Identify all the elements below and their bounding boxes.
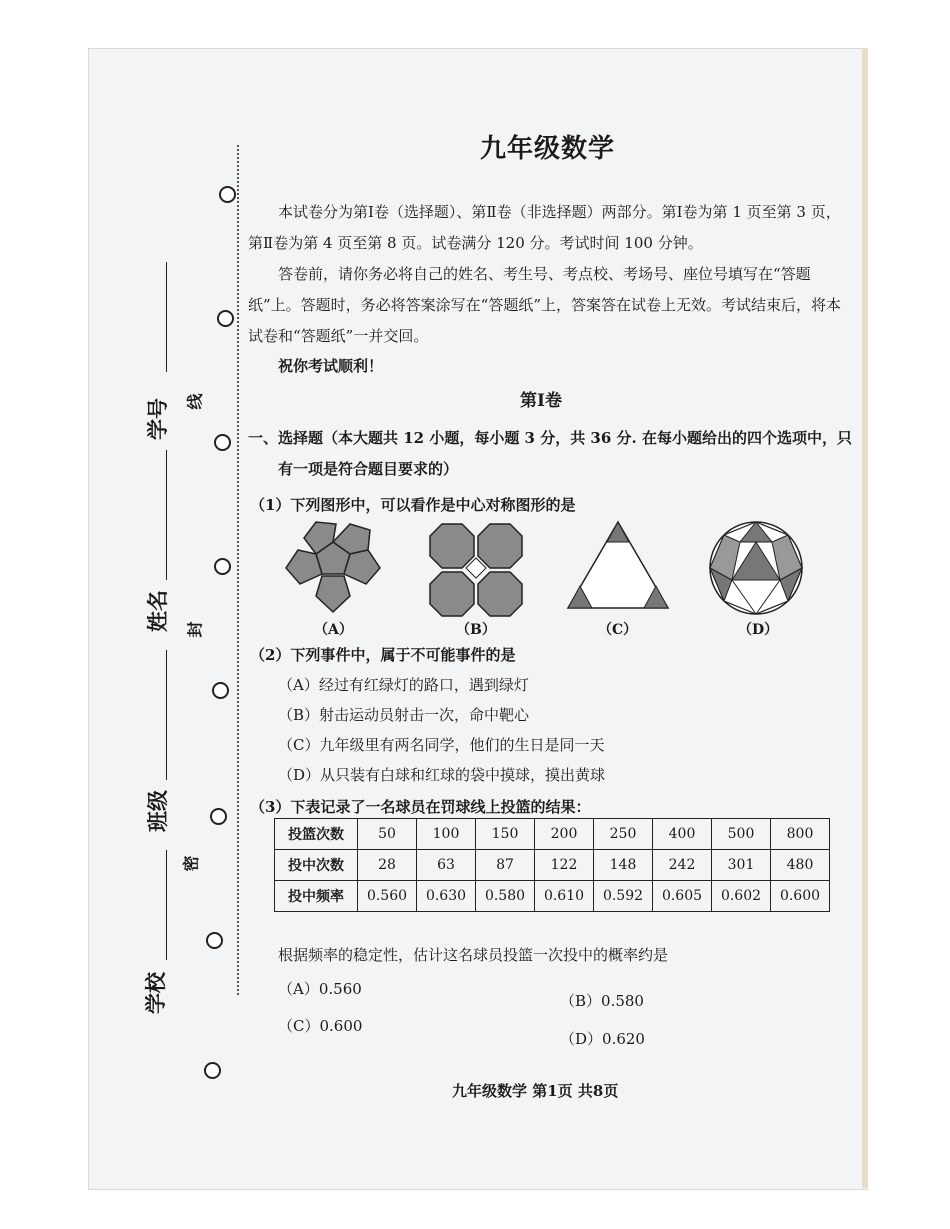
q3-question: 根据频率的稳定性，估计这名球员投篮一次投中的概率约是 <box>278 946 669 964</box>
q1-stem: （1）下列图形中，可以看作是中心对称图形的是 <box>250 496 576 514</box>
seal-feng: 封 <box>185 621 205 638</box>
table-header-cell: 投中次数 <box>275 850 358 881</box>
punch-hole <box>217 310 234 327</box>
school-label: 学校 <box>144 972 168 1014</box>
page-footer: 九年级数学 第1页 共8页 <box>452 1082 619 1100</box>
figure-a-pentagons <box>278 520 388 620</box>
figure-b-octagons <box>428 520 528 620</box>
table-header-cell: 投篮次数 <box>275 819 358 850</box>
table-cell: 800 <box>771 819 830 850</box>
class-line <box>166 650 167 780</box>
q3-option-d: （D）0.620 <box>560 1030 645 1048</box>
q2-option-a: （A）经过有红绿灯的路口，遇到绿灯 <box>278 676 529 694</box>
table-cell: 250 <box>594 819 653 850</box>
table-cell: 87 <box>476 850 535 881</box>
table-row <box>275 819 830 850</box>
figure-c-label: （C） <box>598 622 638 638</box>
page-title: 九年级数学 <box>480 134 616 164</box>
figure-d-label: （D） <box>738 622 779 638</box>
name-line <box>166 450 167 580</box>
q3-option-b: （B）0.580 <box>560 992 644 1010</box>
table-row <box>275 850 830 881</box>
q2-option-d: （D）从只装有白球和红球的袋中摸球，摸出黄球 <box>278 766 606 784</box>
figure-d-circle <box>708 516 804 620</box>
table-cell: 0.592 <box>594 881 653 912</box>
shooting-results-table <box>274 818 830 912</box>
table-cell: 100 <box>417 819 476 850</box>
table-header-cell: 投中频率 <box>275 881 358 912</box>
table-cell: 0.605 <box>653 881 712 912</box>
student-number-line <box>166 262 167 372</box>
q2-stem: （2）下列事件中，属于不可能事件的是 <box>250 646 516 664</box>
table-cell: 0.630 <box>417 881 476 912</box>
punch-hole <box>212 682 229 699</box>
punch-hole <box>206 932 223 949</box>
table-cell: 0.600 <box>771 881 830 912</box>
intro-paragraph-2 <box>248 259 852 352</box>
punch-hole <box>210 808 227 825</box>
punch-hole <box>204 1062 221 1079</box>
table-cell: 500 <box>712 819 771 850</box>
table-cell: 400 <box>653 819 712 850</box>
figure-b-label: （B） <box>456 622 496 638</box>
figure-c-triangle <box>566 520 670 612</box>
class-label: 班级 <box>146 790 170 832</box>
intro-text-2: 答卷前，请你务必将自己的姓名、考生号、考点校、考场号、座位号填写在“答题纸”上。答题时，务必将答案涂写在“答题纸”上，答案答在试卷上无效。考试结束后，将本试卷和“答题纸”一并交回。 <box>248 265 842 345</box>
table-cell: 0.580 <box>476 881 535 912</box>
seal-xian: 线 <box>185 393 205 410</box>
table-cell: 301 <box>712 850 771 881</box>
table-cell: 0.610 <box>535 881 594 912</box>
good-luck: 祝你考试顺利！ <box>278 357 384 375</box>
q3-option-c: （C）0.600 <box>278 1017 363 1035</box>
table-row <box>275 881 830 912</box>
table-cell: 148 <box>594 850 653 881</box>
punch-hole <box>214 558 231 575</box>
punch-hole <box>219 186 236 203</box>
section-title: 第Ⅰ卷 <box>520 391 562 411</box>
figure-a-label: （A） <box>314 622 353 638</box>
section1-heading-line1: 一、选择题（本大题共 12 小题，每小题 3 分，共 36 分. 在每小题给出的四个选项中，只 <box>248 429 852 447</box>
table-cell: 28 <box>358 850 417 881</box>
q2-option-b: （B）射击运动员射击一次，命中靶心 <box>278 706 530 724</box>
intro-paragraph-1 <box>248 197 852 259</box>
table-cell: 480 <box>771 850 830 881</box>
school-line <box>166 850 167 960</box>
sheet-edge <box>862 48 868 1188</box>
table-cell: 63 <box>417 850 476 881</box>
table-cell: 200 <box>535 819 594 850</box>
seal-dotted-line <box>237 145 239 995</box>
punch-hole <box>214 434 231 451</box>
seal-mi: 密 <box>181 855 201 872</box>
table-cell: 0.602 <box>712 881 771 912</box>
table-cell: 242 <box>653 850 712 881</box>
name-label: 姓名 <box>146 590 170 632</box>
q3-option-a: （A）0.560 <box>278 980 362 998</box>
q3-stem: （3）下表记录了一名球员在罚球线上投篮的结果： <box>250 798 591 816</box>
table-cell: 50 <box>358 819 417 850</box>
q2-option-c: （C）九年级里有两名同学，他们的生日是同一天 <box>278 736 605 754</box>
table-cell: 122 <box>535 850 594 881</box>
section1-heading-line2: 有一项是符合题目要求的） <box>278 460 459 478</box>
student-number-label: 学号 <box>146 398 170 440</box>
table-cell: 0.560 <box>358 881 417 912</box>
table-cell: 150 <box>476 819 535 850</box>
intro-text-1: 本试卷分为第Ⅰ卷（选择题）、第Ⅱ卷（非选择题）两部分。第Ⅰ卷为第 1 页至第 3 页，第Ⅱ卷为第 4 页至第 8 页。试卷满分 120 分。考试时间 100 分钟。 <box>248 203 841 252</box>
